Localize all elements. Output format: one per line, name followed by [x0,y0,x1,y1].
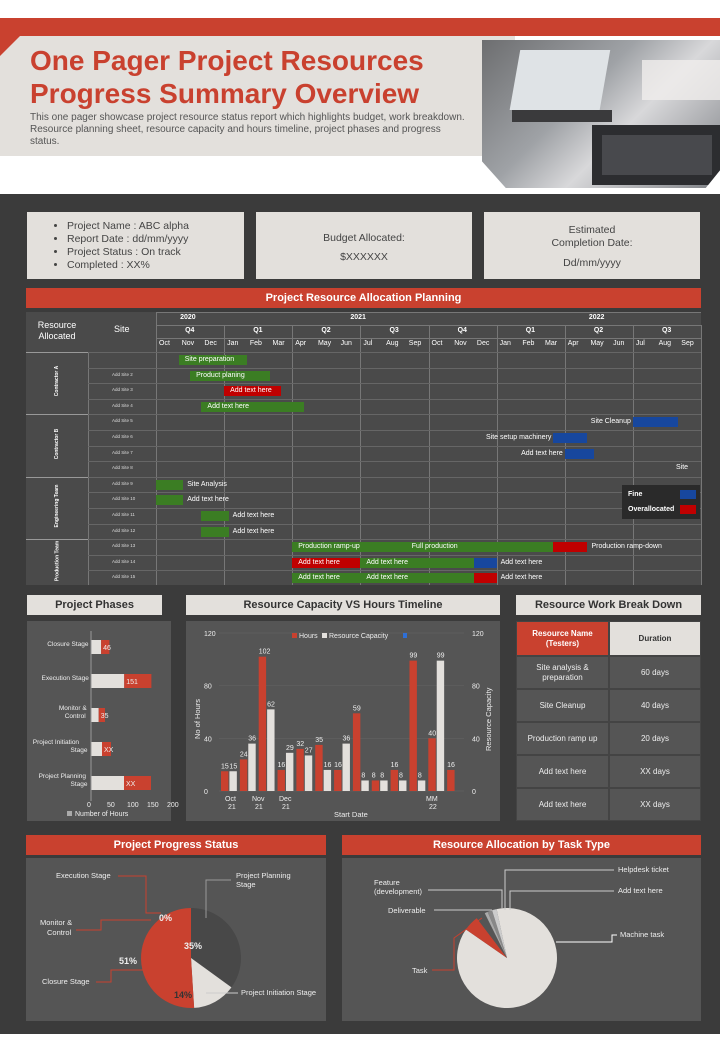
alloctype-label: Machine task [620,930,665,939]
capacity-panel [186,621,500,821]
phase-base-bar [91,776,124,790]
phase-data-label: 151 [126,679,138,686]
phase-label: Stage [70,781,88,788]
cap-resource-bar [380,780,387,791]
cap-xtick: Dec [279,796,292,803]
phase-label: Stage [70,747,88,754]
grid-vline [88,352,89,585]
allocation-bar: Full production [406,542,554,552]
quarter-label: Q1 [253,327,263,334]
phase-label: Project Initiation [32,739,80,746]
cap-resource-bar [437,661,444,791]
page-title: One Pager Project Resources Progress Summary Overview [30,45,424,109]
cap-legend-label: Resource Capacity [329,633,389,640]
group-label: Contractor A [54,366,61,397]
alloctype-panel [342,858,701,1021]
allocation-bar [553,542,587,552]
phase-data-label: 35 [100,713,109,720]
site-label: Add Site 14 [112,558,136,564]
site-label: Add Site 12 [112,527,136,533]
cap-hours-bar [334,770,341,791]
cap-left-axis: No of Hours [193,698,202,739]
header-band [0,18,720,36]
cap-xtick: 22 [429,804,437,811]
progress-label: Project Initiation Stage [241,988,317,997]
quarter-label: Q4 [185,327,195,334]
allocation-bar [201,511,228,521]
row-line [88,492,701,493]
allocation-bar: Production ramp-up [292,542,406,552]
allocation-bar [201,527,228,537]
year-label: 2021 [350,314,366,321]
cap-hours-label: 40 [428,730,437,738]
breakdown-name-cell: Production ramp up [516,722,609,755]
progress-leader [118,876,161,913]
cap-left-tick: 0 [204,789,208,796]
alloctype-label: Deliverable [388,906,426,915]
row-line [88,539,701,540]
phases-panel [27,621,179,821]
cap-legend-swatch [292,633,297,638]
bar-label: Add text here [500,574,543,582]
progress-label: Control [47,928,72,937]
cap-right-tick: 40 [472,736,480,744]
group-label: Engineering Team [54,484,61,528]
allocation-bar [156,495,183,505]
allocation-bar: Add text here [360,558,474,568]
project-info-card [27,212,244,279]
breakdown-name-cell: Site analysis & preparation [516,656,609,689]
month-label: Oct [431,340,443,347]
cap-resource-bar [343,744,350,791]
cap-xlabel: Start Date [334,810,368,819]
progress-pct: 35% [184,941,203,951]
cap-hours-label: 16 [447,761,455,769]
cap-left-tick: 80 [204,683,212,691]
allocation-bar: Add text here [201,402,303,412]
row-line [88,508,701,509]
cap-resource-bar [361,780,368,791]
completion-card [484,212,700,279]
month-label: Nov [181,340,195,347]
month-label: Jul [635,340,645,347]
site-label: Add Site 11 [112,512,135,517]
allocation-bar: Add text here [224,386,281,396]
alloctype-label: Feature [374,878,400,887]
progress-leader [96,970,144,982]
row-line [88,430,701,431]
phase-label: Closure Stage [47,641,89,648]
cap-left-tick: 40 [204,736,212,744]
header-photo [482,40,720,188]
breakdown-duration-cell: 40 days [609,689,701,722]
month-label: Jun [613,340,625,347]
month-label: Jun [340,340,352,347]
bar-label: Add text here [521,449,563,457]
allocation-bar: Add text here [360,573,474,583]
cap-hours-label: 35 [315,736,324,744]
cap-hours-label: 99 [409,652,418,660]
bar-label: Add text here [232,512,275,519]
cap-hours-bar [372,780,379,791]
bar-label: Add text here [232,527,275,535]
progress-label: Project Planning [236,871,291,880]
legend-swatch [680,490,696,499]
phase-legend-swatch [67,811,72,816]
month-label: Mar [272,340,285,347]
cap-hours-label: 24 [239,751,248,759]
alloctype-label: (development) [374,887,422,896]
month-label: Aug [386,340,399,347]
site-label: Add Site 8 [112,465,133,471]
alloctype-label: Task [412,966,428,975]
site-label: Add Site 5 [112,418,133,424]
row-line [88,555,701,556]
site-label: Add Site 3 [112,387,133,393]
phase-tick: 150 [147,802,159,809]
quarter-label: Q1 [525,327,536,334]
cap-legend-swatch [403,633,407,638]
bar-label: Site Analysis [187,480,227,488]
phase-tick: 0 [87,802,91,809]
group-label: Contractor B [54,428,61,459]
info-item: • Completed : XX% [67,259,244,272]
breakdown-duration-cell: 20 days [609,722,701,755]
row-line [88,524,701,525]
row-line [88,352,701,353]
alloctype-leader [510,891,614,910]
phases-title: Project Phases [27,595,162,615]
allocation-bar [565,449,595,459]
year-label: 2022 [588,314,605,321]
phase-label: Project Planning [38,773,86,780]
allocation-bar: Add text here [292,558,360,568]
breakdown-duration-cell: XX days [609,755,701,788]
progress-label: Execution Stage [56,871,111,880]
cap-resource-label: 15 [229,763,238,771]
progress-panel [26,858,326,1021]
row-line [88,383,701,384]
cap-resource-label: 29 [285,744,294,752]
progress-pct: 51% [119,956,138,966]
cap-hours-bar [240,759,247,791]
phase-tick: 50 [107,802,115,809]
cap-hours-bar [296,749,303,791]
breakdown-head: Duration [609,621,701,656]
bar-label: Site Cleanup [590,418,631,426]
site-label: Add Site 15 [112,574,136,580]
allocation-bar [474,558,497,568]
legend-swatch [680,505,696,514]
cap-xtick: 21 [255,804,263,811]
alloctype-leader [505,870,614,910]
breakdown-name-cell: Add text here [516,788,609,821]
allocation-bar [633,417,678,427]
row-line [88,446,701,447]
allocation-bar [156,480,183,490]
cap-resource-label: 36 [342,735,351,743]
cap-resource-label: 8 [399,772,403,780]
month-label: Jan [227,340,239,347]
allocation-bar [474,573,497,583]
cap-resource-label: 27 [304,747,313,755]
cap-hours-label: 8 [371,772,376,780]
cap-legend-swatch [322,633,327,638]
month-label: Feb [249,340,262,347]
page-subtitle: This one pager showcase project resource status report which highlights budget, work breakdown. Resource planning sheet, resource capacity and hours timeline, project phases and progress status. [30,112,465,147]
cap-hours-bar [278,770,285,791]
site-label: Add Site 10 [112,496,136,502]
row-line [88,477,701,478]
month-label: May [317,340,332,347]
row-line [88,461,701,462]
col-resource-label: Resource Allocated [37,320,77,341]
breakdown-table [516,621,701,821]
allocation-bar [553,433,587,443]
progress-pct: 14% [174,990,193,1000]
breakdown-name-cell: Site Cleanup [516,689,609,722]
bar-label: Production ramp-down [591,543,662,551]
completion-value: Dd/mm/yyyy [563,257,621,269]
month-label: Apr [295,340,307,347]
progress-label: Stage [236,880,256,889]
project-info-list [67,220,244,272]
capacity-chart [186,621,500,821]
breakdown-duration-cell: XX days [609,788,701,821]
cap-resource-bar [267,709,274,791]
breakdown-duration-cell: 60 days [609,656,701,689]
cap-hours-label: 59 [352,705,361,713]
month-label: Dec [204,340,217,347]
laptop-photo-icon [482,40,720,188]
cap-xtick: 21 [228,804,236,811]
cap-hours-bar [428,738,435,791]
phase-legend-label: Number of Hours [75,811,129,818]
progress-pct: 0% [159,913,173,923]
row-line [88,414,701,415]
phase-base-bar [91,640,101,654]
row-line [88,570,701,571]
cap-hours-label: 15 [221,763,229,771]
cap-xtick: 21 [282,804,290,811]
allocation-bar: Site preparation [179,355,247,365]
site-label: Add Site 6 [112,434,133,439]
cap-hours-bar [409,661,416,791]
cap-resource-label: 36 [248,735,257,743]
cap-hours-label: 16 [277,761,286,769]
progress-title: Project Progress Status [26,835,326,855]
phase-data-label: XX [104,747,114,754]
cap-resource-bar [229,771,236,791]
allocation-bar: Product planing [190,371,269,381]
site-label: Add Site 4 [112,402,133,408]
bar-label: Site setup machinery [486,434,552,441]
cap-resource-label: 99 [436,652,445,660]
cap-resource-label: 62 [267,701,275,709]
row-line [88,368,701,369]
group-label: Production Team [53,540,60,581]
info-item: • Project Status : On track [67,246,244,259]
legend-label: Fine [628,490,643,498]
cap-hours-label: 102 [258,648,271,656]
phase-tick: 200 [167,802,179,809]
cap-hours-label: 16 [334,761,342,769]
phase-tick: 100 [127,802,139,809]
cap-resource-label: 8 [417,772,422,780]
breakdown-title: Resource Work Break Down [516,595,701,615]
cap-right-tick: 0 [472,789,476,796]
month-label: Apr [567,340,579,347]
cap-hours-bar [391,770,398,791]
phase-data-label: XX [126,781,136,788]
alloctype-leader [428,890,502,908]
cap-right-tick: 120 [472,631,484,638]
site-label: Add Site 2 [112,371,133,377]
cap-xtick: MM [426,796,438,803]
alloctype-label: Helpdesk ticket [618,865,669,874]
quarter-label: Q3 [661,327,672,334]
cap-hours-bar [315,745,322,791]
cap-xtick: Nov [252,796,265,803]
allocation-grid [26,312,701,585]
progress-label: Closure Stage [42,977,90,986]
completion-label: Estimated Completion Date: [551,224,633,249]
site-label: Add Site 13 [112,543,136,549]
month-label: Mar [545,340,558,347]
alloctype-chart [342,858,701,1021]
info-item: • Project Name : ABC alpha [67,220,244,233]
alloctype-label: Add text here [618,886,663,895]
quarter-label: Q4 [457,327,467,334]
cap-hours-bar [447,770,454,791]
grid-vline [701,325,702,585]
month-label: Sep [408,340,422,347]
month-label: Jan [499,340,511,347]
month-label: Dec [476,340,490,347]
cap-hours-bar [353,713,360,791]
header-accent [0,36,20,56]
cap-resource-label: 8 [361,772,366,780]
progress-label: Monitor & [40,918,73,927]
row-line [88,399,701,400]
alloctype-leader [556,935,617,942]
breakdown-head: Resource Name (Testers) [516,621,609,656]
col-site-label: Site [114,324,130,334]
bar-label: Add text here [187,496,229,504]
cap-resource-bar [324,770,331,791]
legend-label: Overallocated [628,505,675,513]
phase-label: Execution Stage [41,675,89,682]
cap-right-tick: 80 [472,683,480,691]
month-label: Feb [522,340,535,347]
quarter-label: Q3 [389,327,399,334]
budget-label: Budget Allocated: [323,232,405,244]
breakdown-name-cell: Add text here [516,755,609,788]
site-label: Add Site 9 [112,480,133,486]
phase-label: Control [64,713,86,720]
progress-chart [26,858,326,1021]
cap-resource-bar [286,753,293,791]
quarter-label: Q2 [321,327,331,334]
budget-card [256,212,472,279]
month-label: Aug [658,340,672,347]
site-label: Add Site 7 [112,449,133,455]
cap-resource-label: 16 [323,761,332,769]
budget-value: $XXXXXX [340,251,388,263]
cap-hours-label: 16 [390,761,399,769]
cap-hours-label: 32 [296,740,305,748]
phases-chart [27,621,179,821]
phase-base-bar [91,708,99,722]
alloctype-title: Resource Allocation by Task Type [342,835,701,855]
phase-base-bar [91,674,124,688]
phase-label: Monitor & [58,705,87,712]
grid-hline [156,312,701,313]
progress-leader [76,920,151,930]
cap-resource-bar [418,780,425,791]
capacity-title: Resource Capacity VS Hours Timeline [186,595,500,615]
month-label: May [590,340,604,347]
phase-base-bar [91,742,102,756]
quarter-label: Q2 [593,327,604,334]
cap-xtick: Oct [225,796,236,803]
month-label: Jul [363,340,373,347]
allocation-title: Project Resource Allocation Planning [26,288,701,308]
year-label: 2020 [180,314,196,321]
cap-resource-bar [305,755,312,791]
allocation-bar: Add text here [292,573,360,583]
cap-hours-bar [221,771,228,791]
cap-resource-label: 8 [380,772,385,780]
cap-resource-bar [248,744,255,791]
allocation-legend [622,485,700,519]
cap-left-tick: 120 [204,631,216,638]
row7-label: Site [676,464,689,472]
month-label: Oct [159,340,170,347]
cap-right-axis: Resource Capacity [484,687,493,751]
cap-legend-label: Hours [299,633,318,640]
month-label: Nov [454,340,467,347]
cap-hours-bar [259,657,266,791]
bar-label: Add text here [500,558,543,566]
phase-data-label: 46 [103,645,111,652]
info-item: • Report Date : dd/mm/yyyy [67,233,244,246]
month-label: Sep [681,340,694,347]
cap-resource-bar [399,780,406,791]
